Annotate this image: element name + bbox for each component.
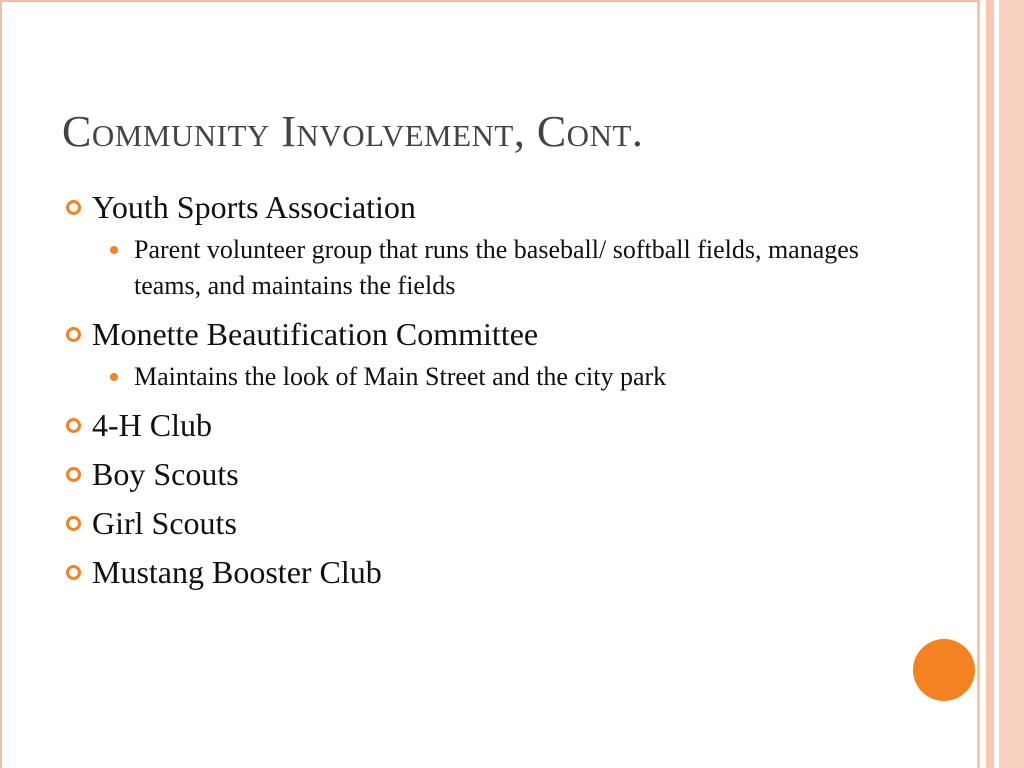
- bullet-item: [62, 455, 862, 493]
- bullet-item: [62, 406, 862, 444]
- bullet-label: Boy Scouts: [92, 456, 239, 492]
- sub-bullet-label: Maintains the look of Main Street and the city park: [134, 362, 667, 391]
- bullet-item: [62, 188, 862, 304]
- bullet-label: 4-H Club: [92, 407, 212, 443]
- sub-bullet-item: [92, 232, 862, 304]
- sub-bullet-label: Parent volunteer group that runs the baseball/ softball fields, manages teams, and maintains the fields: [134, 235, 859, 300]
- bullet-list: [62, 188, 862, 591]
- ring-bullet-icon: [66, 418, 81, 433]
- bullet-label: Youth Sports Association: [92, 189, 416, 225]
- bullet-label: Mustang Booster Club: [92, 554, 382, 590]
- bullet-content: [62, 188, 862, 602]
- ring-bullet-icon: [66, 516, 81, 531]
- slide-title: Community Involvement, Cont.: [62, 107, 644, 156]
- bullet-label: Monette Beautification Committee: [92, 316, 539, 352]
- decorative-stripe: [999, 0, 1024, 768]
- bullet-item: [62, 315, 862, 395]
- sub-bullet-list: [92, 359, 862, 395]
- ring-bullet-icon: [66, 565, 81, 580]
- decorative-circle: [913, 639, 975, 701]
- sub-bullet-item: [92, 359, 862, 395]
- ring-bullet-icon: [66, 327, 81, 342]
- bullet-item: [62, 553, 862, 591]
- decorative-stripe: [986, 0, 994, 768]
- dot-bullet-icon: [110, 246, 118, 254]
- ring-bullet-icon: [66, 467, 81, 482]
- bullet-item: [62, 504, 862, 542]
- sub-bullet-list: [92, 232, 862, 304]
- bullet-label: Girl Scouts: [92, 505, 237, 541]
- dot-bullet-icon: [110, 373, 118, 381]
- ring-bullet-icon: [66, 200, 81, 215]
